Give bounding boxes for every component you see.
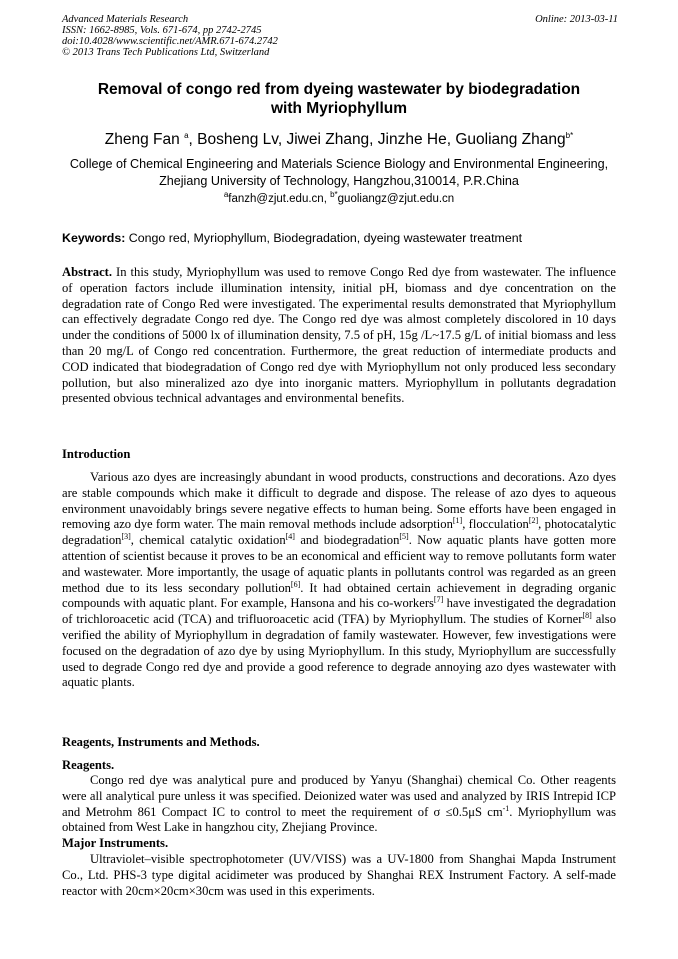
instruments-text: Ultraviolet–visible spectrophotometer (UV/VISS) was a UV-1800 from Shanghai Mapda Instrument Co., Ltd. PHS-3 type digital acidimeter was produced by Shanghai REX Instrument Factory. A self-made reactor with 20cm×20cm×30cm was used in this experiments. — [62, 852, 616, 898]
citation-2: [2] — [528, 516, 539, 526]
author-last-sup: b* — [565, 130, 574, 140]
intro-text-4: , chemical catalytic oxidation — [130, 533, 286, 548]
citation-1: [1] — [452, 516, 463, 526]
affiliation-line-2: Zhejiang University of Technology, Hangzhou,310014, P.R.China — [159, 174, 519, 188]
author-first: Zheng Fan — [104, 131, 180, 148]
title-line-1: Removal of congo red from dyeing wastewater by biodegradation — [97, 81, 581, 98]
reagents-heading: Reagents. — [62, 758, 115, 772]
intro-text-5: and biodegradation — [294, 533, 400, 548]
intro-text-3: , photocatalytic degradation — [62, 517, 616, 548]
doi-line: doi:10.4028/www.scientific.net/AMR.671-674.2742 — [62, 36, 278, 47]
reagents-text-2: . Myriophyllum was obtained from West Lake in hangzhou city, Zhejiang Province. — [62, 804, 617, 835]
intro-text-8: have investigated the degradation of trichloroacetic acid (TCA) and trifluoroacetic acid (TFA) by Myriophyllum. The studies of Korner — [62, 596, 616, 627]
abstract — [62, 265, 616, 407]
intro-text-9: also verified the ability of Myriophyllum in degradation of family wastewater. However, few investigations were focused on the degradation of azo dye by using Myriophyllum. In this study, Myriophyllum are successfully used to degrade Congo red dye and provide a good reference to degrade annoying azo dyes wastewater with aquatic plants. — [62, 612, 616, 690]
author-rest: , Bosheng Lv, Jiwei Zhang, Jinzhe He, Guoliang Zhang — [188, 131, 566, 148]
keywords-label: Keywords: — [62, 231, 126, 245]
email-1-sup: a — [223, 190, 229, 200]
affiliation-line-1: College of Chemical Engineering and Materials Science Biology and Environmental Engineering, — [69, 157, 609, 171]
email-2: guoliangz@zjut.edu.cn — [337, 193, 455, 205]
methods-heading: Reagents, Instruments and Methods. — [62, 735, 260, 749]
intro-text-7: . It had obtained certain achievement in degrading organic compounds with aquatic plant. For example, Hansona and his co-workers — [62, 580, 617, 611]
reagents-body — [62, 773, 616, 836]
author-list — [62, 130, 616, 149]
reagents-unit-sup: -1 — [502, 803, 510, 813]
intro-text-1: Various azo dyes are increasingly abundant in wood products, constructions and decorations. Azo dyes are stable compounds which make it difficult to degrade and dispose. The release of azo dyes to aqueous environment unavoidably brings severe negative effects to human being. Some efforts have been engaged in removing azo dye form water. The main removal methods include adsorption — [62, 470, 616, 532]
citation-3: [3] — [121, 532, 131, 541]
abstract-label: Abstract. — [62, 265, 113, 279]
abstract-text: In this study, Myriophyllum was used to remove Congo Red dye from wastewater. The influence of operation factors include illumination intensity, initial pH, biomass and dye concentration on the degradation rate of Congo Red were investigated. The experimental results demonstrated that Myriophyllum can effectively degradate Congo red dye. The Congo red dye was almost completely discolored in 10 days under the conditions of 5000 lx of illumination density, 7.5 of pH, 15g /L~17.5 g/L of initial biomass and less than 20 mg/L of Congo red concentration. Furthermore, the great reduction of intermediate products and COD indicated that biodegradation of Congo red dye with Myriophyllum not only produced less secondary pollution, but also mineralized azo dye into inorganic matters. Myriophyllum in pollutants degradation presented obvious technical advantages and environmental benefits. — [62, 265, 616, 406]
intro-text-6: . Now aquatic plants have gotten more attention of scientist because it proves to be an economical and efficient way to remove pollutants form water and wastewater. More importantly, the usage of aquatic plants in pollutants control was regarded as an green method due to its less secondary pollution — [62, 533, 616, 595]
citation-5: [5] — [399, 532, 409, 541]
title-line-2: with Myriophyllum — [270, 100, 408, 117]
intro-text-2: , flocculation — [462, 517, 529, 532]
citation-7: [7] — [433, 595, 444, 605]
reagents-text-1: Congo red dye was analytical pure and produced by Yanyu (Shanghai) chemical Co. Other reagents were all analytical pure unless it was specified. Deionized water was used and analyzed by IRIS Intrepid ICP and Metrohm 861 Compact IC to control to meet the requirement of σ ≤0.5μS cm — [62, 773, 616, 819]
paper-title — [62, 80, 616, 118]
introduction-heading: Introduction — [62, 447, 131, 461]
instruments-body — [62, 852, 616, 899]
citation-8: [8] — [582, 610, 592, 620]
email-1: fanzh@zjut.edu.cn, — [228, 193, 327, 205]
citation-4: [4] — [285, 532, 295, 541]
email-2-sup: b* — [330, 190, 338, 200]
author-emails — [62, 192, 616, 207]
keywords — [62, 230, 618, 246]
journal-header — [62, 14, 618, 58]
affiliation — [62, 156, 616, 190]
issn-line: ISSN: 1662-8985, Vols. 671-674, pp 2742-2745 — [62, 25, 262, 36]
journal-name: Advanced Materials Research — [62, 14, 189, 25]
copyright-line: © 2013 Trans Tech Publications Ltd, Switzerland — [62, 47, 270, 58]
keywords-text: Congo red, Myriophyllum, Biodegradation, dyeing wastewater treatment — [125, 231, 523, 245]
online-date: Online: 2013-03-11 — [535, 14, 618, 25]
author-first-sup: a — [184, 130, 189, 140]
introduction-body — [62, 470, 616, 691]
instruments-heading: Major Instruments. — [62, 836, 169, 850]
citation-6: [6] — [290, 579, 301, 589]
